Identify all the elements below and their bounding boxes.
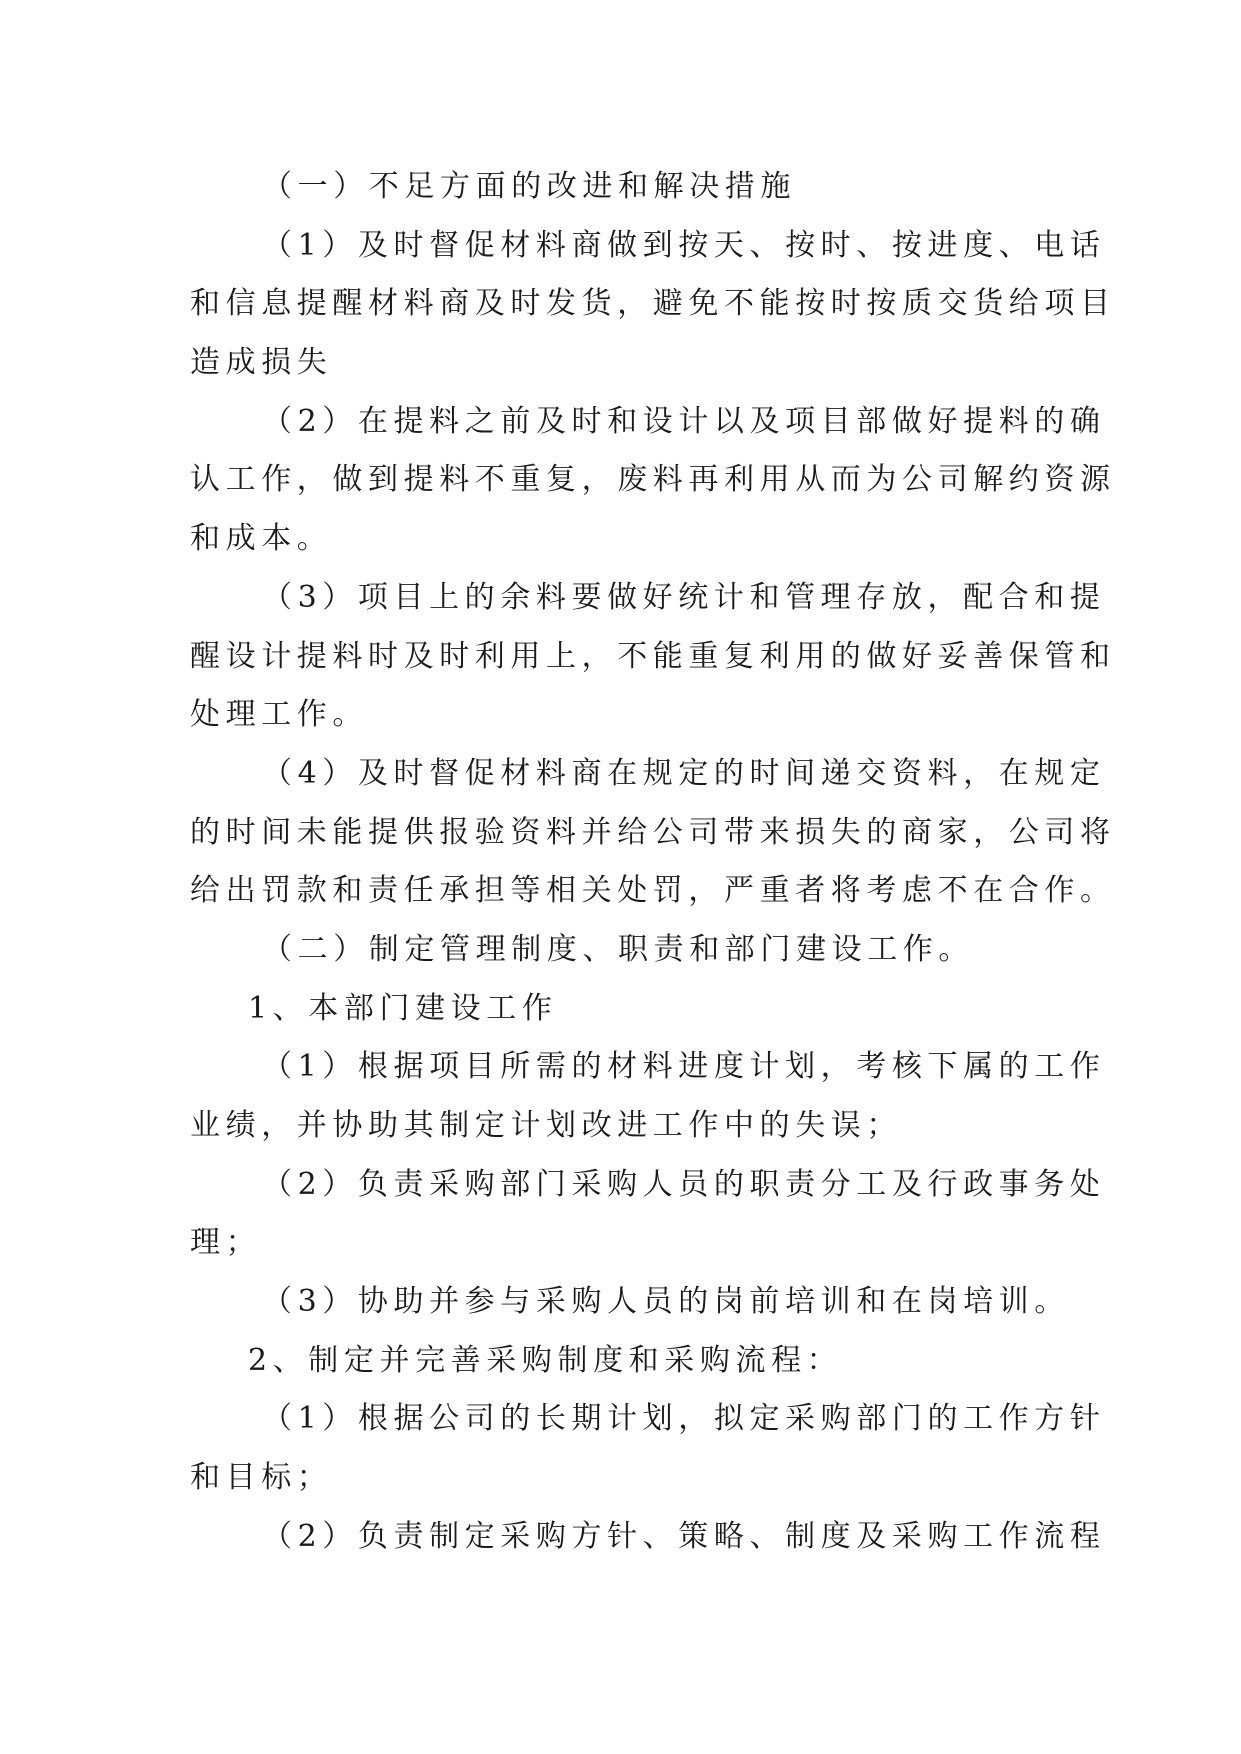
paragraph-line: 理； <box>190 1225 262 1261</box>
paragraph-line: （1）根据项目所需的材料进度计划，考核下属的工作 <box>262 1049 1106 1085</box>
paragraph-line: （3）项目上的余料要做好统计和管理存放，配合和提 <box>262 579 1106 615</box>
section-heading-1: （一）不足方面的改进和解决措施 <box>262 169 796 204</box>
paragraph-line: 和信息提醒材料商及时发货，避免不能按时按质交货给项目 <box>190 286 1116 322</box>
paragraph-line: （2）负责制定采购方针、策略、制度及采购工作流程 <box>262 1518 1106 1554</box>
paragraph-line: 处理工作。 <box>190 697 368 733</box>
subsection-heading: 1、本部门建设工作 <box>248 990 558 1026</box>
paragraph-line: 认工作，做到提料不重复，废料再利用从而为公司解约资源 <box>190 462 1116 498</box>
section-heading-2: （二）制定管理制度、职责和部门建设工作。 <box>262 931 974 967</box>
paragraph-line: 造成损失 <box>190 345 333 381</box>
paragraph-line: （3）协助并参与采购人员的岗前培训和在岗培训。 <box>262 1284 1070 1320</box>
paragraph-line: （4）及时督促材料商在规定的时间递交资料，在规定 <box>262 755 1106 791</box>
document-body <box>190 158 1116 1567</box>
paragraph-line: 醒设计提料时及时利用上，不能重复利用的做好妥善保管和 <box>190 638 1116 674</box>
paragraph-line: （2）在提料之前及时和设计以及项目部做好提料的确 <box>262 403 1106 439</box>
paragraph-line: 业绩，并协助其制定计划改进工作中的失误； <box>190 1108 902 1143</box>
paragraph-line: 和成本。 <box>190 521 333 557</box>
paragraph-line: 的时间未能提供报验资料并给公司带来损失的商家，公司将 <box>190 814 1116 850</box>
subsection-heading: 2、制定并完善采购制度和采购流程： <box>248 1342 843 1378</box>
paragraph-line: 和目标； <box>190 1460 333 1496</box>
paragraph-line: （2）负责采购部门采购人员的职责分工及行政事务处 <box>262 1166 1106 1202</box>
paragraph-line: （1）根据公司的长期计划，拟定采购部门的工作方针 <box>262 1401 1106 1437</box>
paragraph-line: （1）及时督促材料商做到按天、按时、按进度、电话 <box>262 227 1106 263</box>
paragraph-line: 给出罚款和责任承担等相关处罚，严重者将考虑不在合作。 <box>190 873 1116 909</box>
